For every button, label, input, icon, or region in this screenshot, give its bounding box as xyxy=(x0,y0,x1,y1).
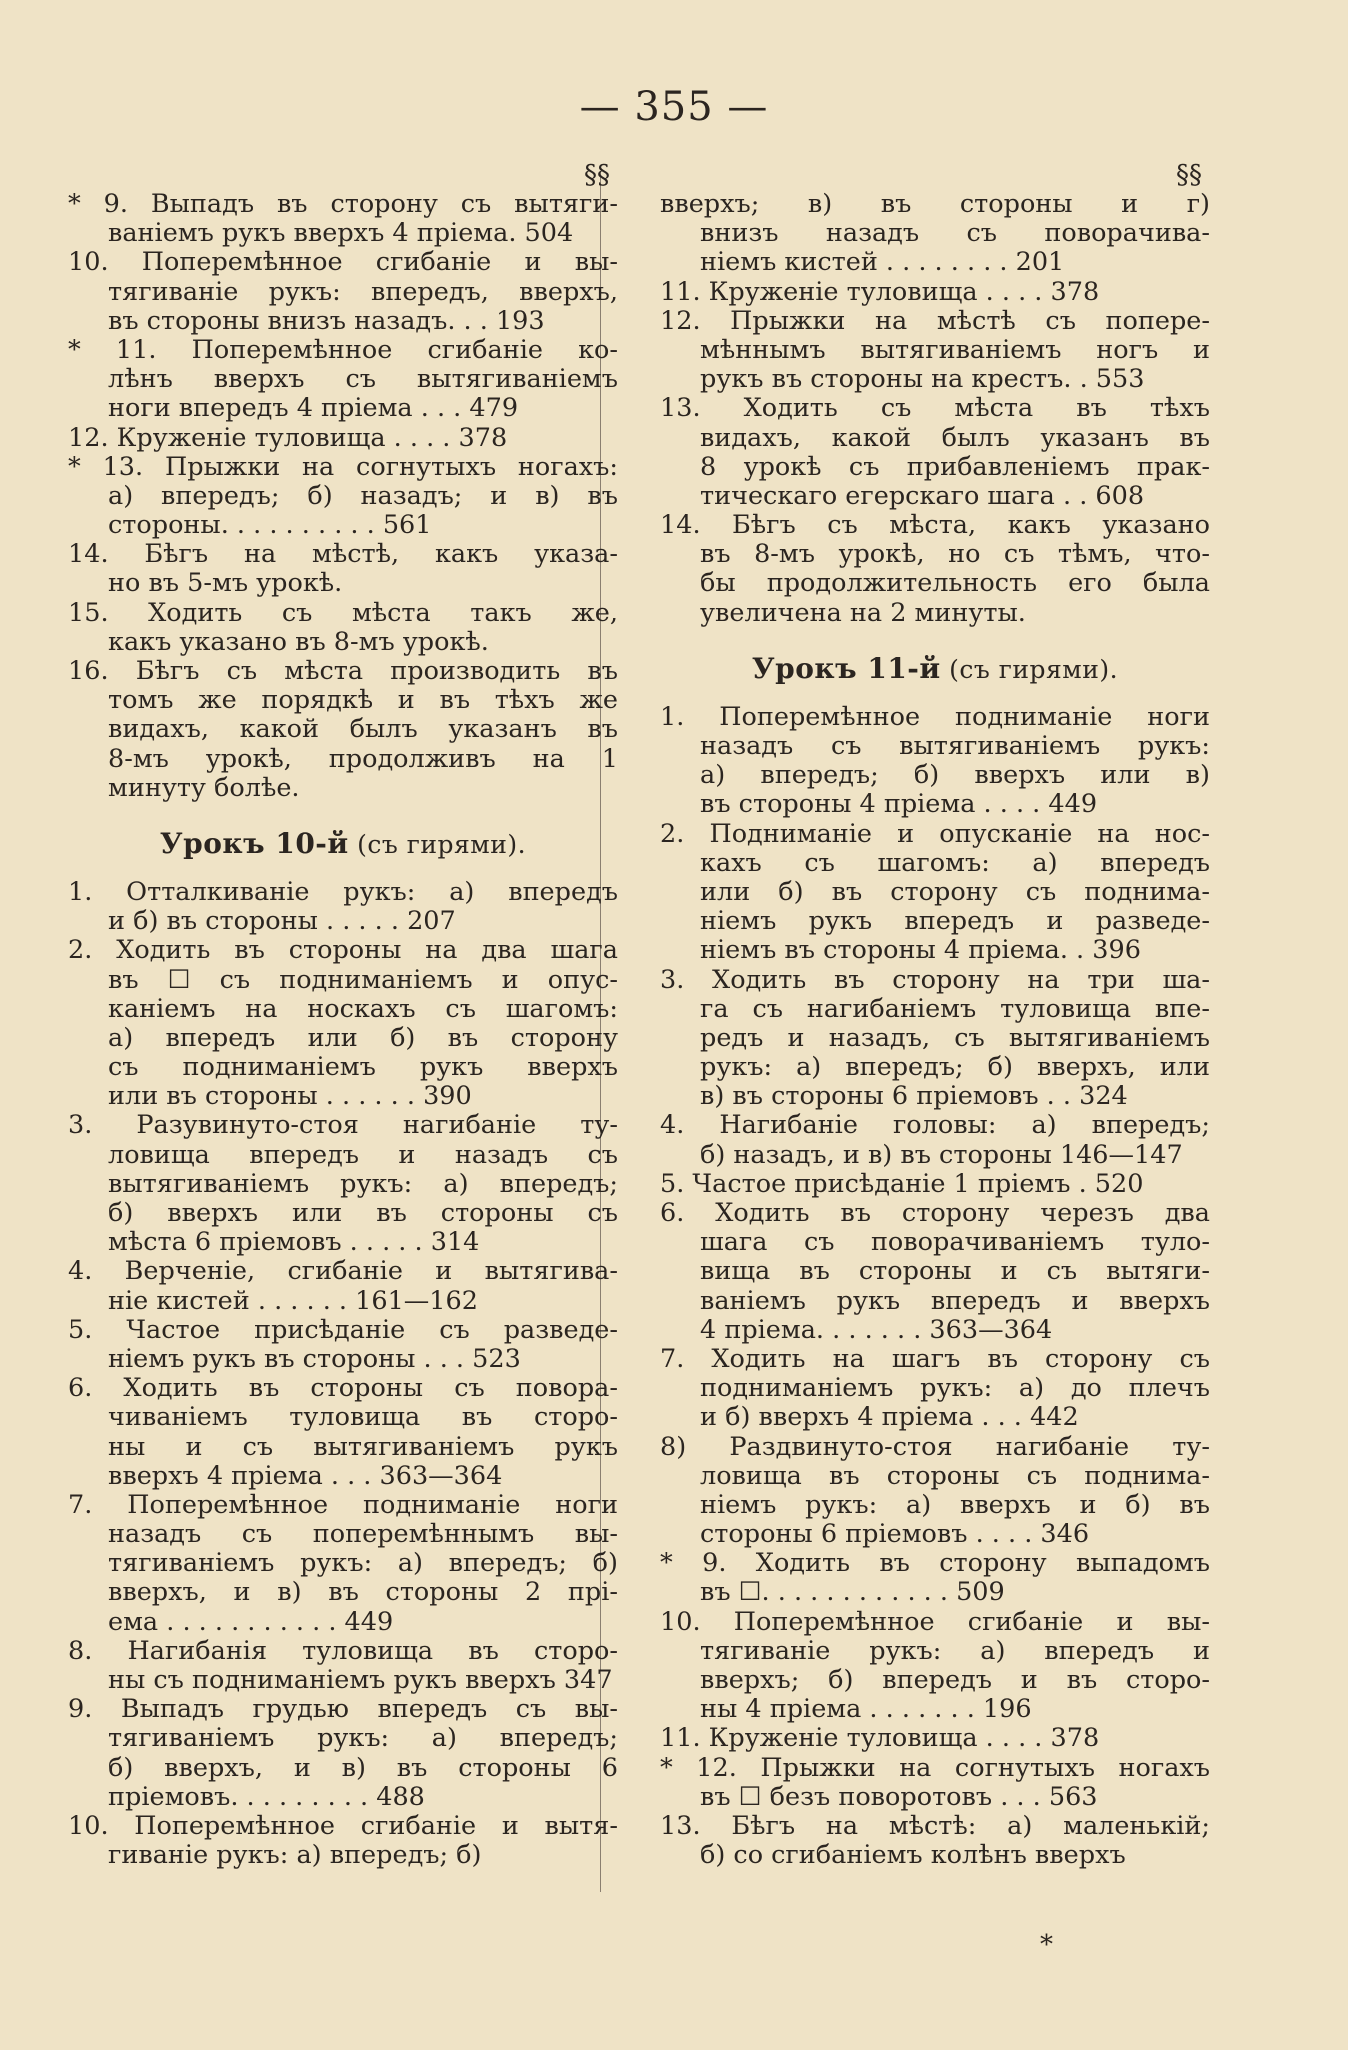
exercise-line: * 9. Ходить въ сторону выпадомъ xyxy=(660,1548,1210,1579)
exercise-line: 5. Частое присѣданіе 1 пріемъ . 520 xyxy=(660,1168,1144,1199)
exercise-line: 11. Круженіе туловища . . . . 378 xyxy=(660,1723,1100,1754)
exercise-line: ны съ подниманіемъ рукъ вверхъ 347 xyxy=(108,1665,613,1695)
exercise-line: видахъ, какой былъ указанъ въ xyxy=(700,422,1210,453)
exercise-line: вверхъ; б) впередъ и въ сторо- xyxy=(700,1665,1210,1695)
exercise-line: га съ нагибаніемъ туловища впе- xyxy=(700,993,1210,1024)
exercise-line: 5. Частое присѣданіе съ разведе- xyxy=(68,1314,618,1345)
lesson-heading xyxy=(660,652,1210,685)
page-number: — 355 — xyxy=(579,84,769,130)
exercise-line: 2. Ходить въ стороны на два шага xyxy=(68,935,618,966)
exercise-entry xyxy=(68,657,618,803)
exercise-line: редъ и назадъ, съ вытягиваніемъ xyxy=(700,1022,1210,1053)
exercise-line: вверхъ 4 пріема . . . 363—364 xyxy=(108,1460,503,1491)
exercise-line: видахъ, какой былъ указанъ въ xyxy=(108,714,618,745)
exercise-entry xyxy=(68,1257,618,1315)
exercise-entry xyxy=(660,1608,1210,1725)
exercise-line: 10. Поперемѣнное сгибаніе и вытя- xyxy=(68,1810,618,1841)
exercise-line: кахъ съ шагомъ: а) впередъ xyxy=(700,847,1210,878)
exercise-line: 13. Ходить съ мѣста въ тѣхъ xyxy=(660,393,1210,424)
exercise-line: и б) вверхъ 4 пріема . . . 442 xyxy=(700,1402,1079,1433)
exercise-line: тическаго егерскаго шага . . 608 xyxy=(700,480,1145,511)
exercise-line: назадъ съ вытягиваніемъ рукъ: xyxy=(700,731,1210,761)
exercise-entry xyxy=(660,278,1210,307)
exercise-entry xyxy=(68,424,618,453)
exercise-line: * 9. Выпадъ въ сторону съ вытяги- xyxy=(68,189,618,219)
exercise-line: шага съ поворачиваніемъ туло- xyxy=(700,1227,1210,1258)
exercise-line: ваніемъ рукъ вверхъ 4 пріема. 504 xyxy=(108,218,574,249)
exercise-entry xyxy=(660,307,1210,395)
exercise-line: б) вверхъ, и в) въ стороны 6 xyxy=(108,1752,618,1783)
exercise-line: тягиваніемъ рукъ: а) впередъ; xyxy=(108,1723,618,1754)
exercise-entry xyxy=(68,936,618,1111)
exercise-line: какъ указано въ 8-мъ урокѣ. xyxy=(108,626,489,657)
exercise-line: рукъ: а) впередъ; б) вверхъ, или xyxy=(700,1052,1210,1083)
exercise-line: 11. Круженіе туловища . . . . 378 xyxy=(660,276,1100,307)
exercise-line: 8 урокѣ съ прибавленіемъ прак- xyxy=(700,451,1210,482)
exercise-line: или въ стороны . . . . . . 390 xyxy=(108,1081,472,1112)
exercise-entry xyxy=(68,1637,618,1695)
exercise-line: 12. Круженіе туловища . . . . 378 xyxy=(68,422,508,453)
exercise-line: 3. Ходить въ сторону на три ша- xyxy=(660,964,1210,995)
exercise-line: ловища въ стороны съ поднима- xyxy=(700,1460,1210,1491)
exercise-line: въ ☐ безъ поворотовъ . . . 563 xyxy=(700,1781,1098,1812)
exercise-line: рукъ въ стороны на крестъ. . 553 xyxy=(700,364,1145,395)
exercise-line: 16. Бѣгъ съ мѣста производить въ xyxy=(68,656,618,686)
exercise-entry xyxy=(68,453,618,541)
lesson-heading-title: Урокъ 10-й xyxy=(159,826,349,860)
exercise-line: ніемъ рукъ: а) вверхъ и б) въ xyxy=(700,1489,1210,1520)
exercise-line: 8. Нагибанія туловища въ сторо- xyxy=(68,1635,618,1666)
lesson-heading-title: Урокъ 11-й xyxy=(751,651,941,685)
exercise-line: 4. Верченіе, сгибаніе и вытягива- xyxy=(68,1256,618,1287)
exercise-line: въ стороны 4 пріема . . . . 449 xyxy=(700,789,1098,820)
footer-asterisk: * xyxy=(1040,1930,1053,1960)
right-column xyxy=(660,160,1210,1870)
exercise-line: 8) Раздвинуто-стоя нагибаніе ту- xyxy=(660,1431,1210,1462)
exercise-line: 2. Подниманіе и опусканіе на нос- xyxy=(660,818,1210,849)
exercise-line: съ подниманіемъ рукъ вверхъ xyxy=(108,1052,618,1083)
exercise-entry xyxy=(660,1812,1210,1870)
exercise-line: минуту болѣе. xyxy=(108,772,300,803)
exercise-line: томъ же порядкѣ и въ тѣхъ же xyxy=(108,685,618,716)
exercise-entry xyxy=(660,820,1210,966)
exercise-line: но въ 5-мъ урокѣ. xyxy=(108,568,343,599)
exercise-line: а) впередъ; б) вверхъ или в) xyxy=(700,760,1210,791)
exercise-entry xyxy=(68,248,618,336)
exercise-line: 14. Бѣгъ съ мѣста, какъ указано xyxy=(660,510,1210,541)
exercise-line: ны и съ вытягиваніемъ рукъ xyxy=(108,1431,618,1462)
exercise-line: бы продолжительность его была xyxy=(700,568,1210,599)
exercise-line: въ 8-мъ урокѣ, но съ тѣмъ, что- xyxy=(700,539,1210,570)
exercise-line: 3. Разувинуто-стоя нагибаніе ту- xyxy=(68,1110,618,1141)
exercise-line: гиваніе рукъ: а) впередъ; б) xyxy=(108,1840,482,1871)
exercise-entry xyxy=(68,1111,618,1257)
exercise-entry xyxy=(68,1374,618,1491)
exercise-entry xyxy=(660,1111,1210,1169)
exercise-line: 4. Нагибаніе головы: а) впередъ; xyxy=(660,1110,1210,1141)
exercise-line: тягиваніемъ рукъ: а) впередъ; б) xyxy=(108,1548,618,1579)
exercise-entry xyxy=(660,1199,1210,1345)
exercise-entry xyxy=(660,966,1210,1112)
exercise-line: мѣннымъ вытягиваніемъ ногъ и xyxy=(700,334,1210,365)
exercise-line: 4 пріема. . . . . . . 363—364 xyxy=(700,1314,1053,1345)
exercise-line: и б) въ стороны . . . . . 207 xyxy=(108,906,456,937)
exercise-line: подниманіемъ рукъ: а) до плечъ xyxy=(700,1373,1210,1404)
exercise-line: каніемъ на носкахъ съ шагомъ: xyxy=(108,993,618,1024)
exercise-line: ніемъ въ стороны 4 пріема. . 396 xyxy=(700,935,1141,966)
exercise-line: 1. Поперемѣнное подниманіе ноги xyxy=(660,701,1210,732)
exercise-line: 10. Поперемѣнное сгибаніе и вы- xyxy=(68,247,618,278)
exercise-line: 15. Ходить съ мѣста такъ же, xyxy=(68,597,618,628)
exercise-line: ловища впередъ и назадъ съ xyxy=(108,1139,618,1170)
exercise-line: въ стороны внизъ назадъ. . . 193 xyxy=(108,305,545,336)
exercise-entry xyxy=(68,1812,618,1870)
exercise-line: 9. Выпадъ грудью впередъ съ вы- xyxy=(68,1694,618,1725)
exercise-line: ніемъ рукъ въ стороны . . . 523 xyxy=(108,1343,521,1374)
exercise-entry xyxy=(68,878,618,936)
exercise-entry xyxy=(660,1170,1210,1199)
exercise-line: лѣнъ вверхъ съ вытягиваніемъ xyxy=(108,364,618,395)
exercise-line: въ ☐ съ подниманіемъ и опус- xyxy=(108,964,618,995)
exercise-entry xyxy=(68,1491,618,1637)
exercise-entry xyxy=(660,394,1210,511)
exercise-line: ваніемъ рукъ впередъ и вверхъ xyxy=(700,1285,1210,1316)
exercise-line: вытягиваніемъ рукъ: а) впередъ; xyxy=(108,1168,618,1199)
exercise-entry xyxy=(68,540,618,598)
exercise-line: стороны. . . . . . . . . . 561 xyxy=(108,510,432,541)
exercise-line: вверхъ; в) въ стороны и г) xyxy=(660,189,1210,219)
exercise-entry xyxy=(660,511,1210,628)
exercise-entry xyxy=(68,599,618,657)
exercise-line: * 13. Прыжки на согнутыхъ ногахъ: xyxy=(68,451,618,482)
exercise-line: 10. Поперемѣнное сгибаніе и вы- xyxy=(660,1606,1210,1637)
exercise-line: 14. Бѣгъ на мѣстѣ, какъ указа- xyxy=(68,539,618,570)
exercise-line: 1. Отталкиваніе рукъ: а) впередъ xyxy=(68,876,618,907)
exercise-line: б) вверхъ или въ стороны съ xyxy=(108,1198,618,1228)
exercise-entry xyxy=(660,1724,1210,1753)
exercise-line: ніе кистей . . . . . . 161—162 xyxy=(108,1285,478,1316)
exercise-entry xyxy=(660,1433,1210,1550)
exercise-line: ніемъ кистей . . . . . . . . 201 xyxy=(700,247,1065,278)
exercise-line: увеличена на 2 минуты. xyxy=(700,597,1026,628)
exercise-entry xyxy=(660,190,1210,278)
exercise-line: 6. Ходить въ стороны съ повора- xyxy=(68,1373,618,1404)
exercise-line: внизъ назадъ съ поворачива- xyxy=(700,218,1210,249)
exercise-line: стороны 6 пріемовъ . . . . 346 xyxy=(700,1519,1090,1550)
exercise-line: тягиваніе рукъ: впередъ, вверхъ, xyxy=(108,276,618,307)
lesson-heading-subtitle: (съ гирями). xyxy=(348,829,527,859)
exercise-line: ноги впередъ 4 пріема . . . 479 xyxy=(108,393,519,424)
exercise-line: мѣста 6 пріемовъ . . . . . 314 xyxy=(108,1227,480,1258)
exercise-line: 7. Поперемѣнное подниманіе ноги xyxy=(68,1489,618,1520)
exercise-entry xyxy=(660,1754,1210,1812)
lesson-heading-subtitle: (съ гирями). xyxy=(940,654,1119,684)
exercise-line: или б) въ сторону съ поднима- xyxy=(700,876,1210,907)
exercise-entry xyxy=(68,1695,618,1812)
exercise-line: 13. Бѣгъ на мѣстѣ: а) маленькій; xyxy=(660,1810,1210,1841)
section-mark: §§ xyxy=(1176,160,1202,190)
exercise-line: б) со сгибаніемъ колѣнъ вверхъ xyxy=(700,1840,1126,1871)
exercise-entry xyxy=(68,190,618,248)
exercise-line: тягиваніе рукъ: а) впередъ и xyxy=(700,1635,1210,1666)
exercise-line: * 12. Прыжки на согнутыхъ ногахъ xyxy=(660,1752,1210,1783)
exercise-entry xyxy=(68,336,618,424)
exercise-line: 8-мъ урокѣ, продолживъ на 1 xyxy=(108,743,618,774)
exercise-line: ніемъ рукъ впередъ и разведе- xyxy=(700,906,1210,937)
exercise-line: 7. Ходить на шагъ въ сторону съ xyxy=(660,1343,1210,1374)
left-column xyxy=(68,160,618,1870)
exercise-entry xyxy=(660,1549,1210,1607)
exercise-entry xyxy=(660,1345,1210,1433)
exercise-line: пріемовъ. . . . . . . . . 488 xyxy=(108,1781,425,1812)
exercise-line: а) впередъ; б) назадъ; и в) въ xyxy=(108,480,618,511)
exercise-line: въ ☐. . . . . . . . . . . . 509 xyxy=(700,1577,1005,1608)
exercise-entry xyxy=(660,703,1210,820)
exercise-line: 6. Ходить въ сторону черезъ два xyxy=(660,1198,1210,1228)
exercise-line: назадъ съ поперемѣннымъ вы- xyxy=(108,1519,618,1550)
exercise-entry xyxy=(68,1316,618,1374)
lesson-heading xyxy=(68,827,618,860)
exercise-line: ема . . . . . . . . . . . 449 xyxy=(108,1606,394,1637)
exercise-line: в) въ стороны 6 пріемовъ . . 324 xyxy=(700,1081,1128,1112)
exercise-line: * 11. Поперемѣнное сгибаніе ко- xyxy=(68,334,618,365)
exercise-line: вверхъ, и в) въ стороны 2 прі- xyxy=(108,1577,618,1608)
exercise-line: б) назадъ, и в) въ стороны 146—147 xyxy=(700,1139,1183,1170)
exercise-line: 12. Прыжки на мѣстѣ съ попере- xyxy=(660,305,1210,336)
exercise-line: вища въ стороны и съ вытяги- xyxy=(700,1256,1210,1287)
exercise-line: чиваніемъ туловища въ сторо- xyxy=(108,1402,618,1433)
section-mark: §§ xyxy=(584,160,610,190)
exercise-line: ны 4 пріема . . . . . . . 196 xyxy=(700,1694,1032,1725)
exercise-line: а) впередъ или б) въ сторону xyxy=(108,1022,618,1053)
